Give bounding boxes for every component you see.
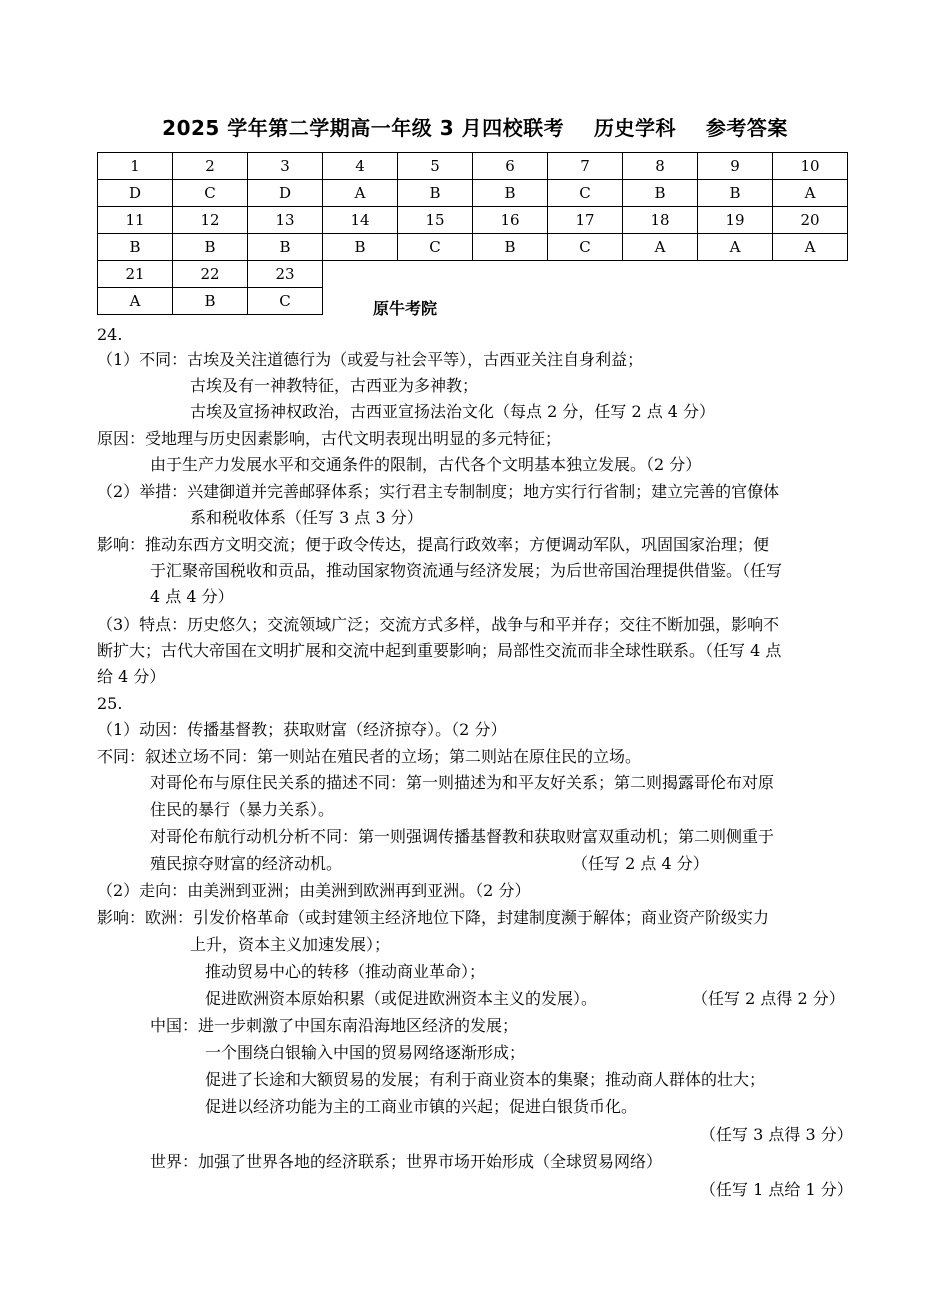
answer-line: 一个围绕白银输入中国的贸易网络逐渐形成； [205, 1043, 526, 1062]
table-cell: A [773, 234, 848, 261]
answer-line: 上升，资本主义加速发展）； [190, 935, 391, 954]
table-cell: 15 [398, 207, 473, 234]
table-cell: 13 [248, 207, 323, 234]
table-row [98, 153, 848, 180]
answer-line: 古埃及宣扬神权政治，古西亚宣扬法治文化（每点 2 分，任写 2 点 4 分） [190, 402, 716, 421]
table-cell: B [473, 234, 548, 261]
answer-line: 给 4 分） [97, 667, 166, 686]
answer-line: 对哥伦布航行动机分析不同：第一则强调传播基督教和获取财富双重动机；第二则侧重于 [150, 827, 775, 846]
question-24-label: 24. [97, 325, 123, 344]
table-cell: 3 [248, 153, 323, 180]
table-cell: 18 [623, 207, 698, 234]
table-cell: B [173, 234, 248, 261]
table-cell: 8 [623, 153, 698, 180]
table-cell: B [323, 234, 398, 261]
table-cell: 10 [773, 153, 848, 180]
watermark-stamp: 原牛考院 [373, 299, 438, 318]
answer-line: 古埃及有一神教特征，古西亚为多神教； [190, 376, 479, 395]
table-cell: B [248, 234, 323, 261]
table-cell: C [548, 234, 623, 261]
table-cell: 22 [173, 261, 248, 288]
table-row [98, 261, 848, 288]
answer-line: 4 点 4 分） [150, 587, 234, 606]
answer-line: 促进欧洲资本原始积累（或促进欧洲资本主义的发展）。 [205, 989, 598, 1008]
answer-line: （1）动因：传播基督教；获取财富（经济掠夺）。（2 分） [97, 720, 507, 739]
table-cell: 2 [173, 153, 248, 180]
answer-line: 殖民掠夺财富的经济动机。 [150, 854, 343, 873]
answer-table [97, 152, 848, 315]
table-cell: C [173, 180, 248, 207]
answer-line: 断扩大；古代大帝国在文明扩展和交流中起到重要影响；局部性交流而非全球性联系。（任写 4 点 [97, 641, 782, 660]
table-cell: 11 [98, 207, 173, 234]
table-cell: 19 [698, 207, 773, 234]
table-cell: 17 [548, 207, 623, 234]
answer-line: 系和税收体系（任写 3 点 3 分） [190, 508, 423, 527]
table-row [98, 234, 848, 261]
answer-line: 由于生产力发展水平和交通条件的限制，古代各个文明基本独立发展。（2 分） [150, 455, 702, 474]
table-cell: 16 [473, 207, 548, 234]
answer-line: （2）举措：兴建御道并完善邮驿体系；实行君主专制制度；地方实行行省制；建立完善的官僚体 [97, 482, 780, 501]
table-cell: 4 [323, 153, 398, 180]
table-row [98, 288, 848, 315]
table-cell: A [623, 234, 698, 261]
table-cell: D [98, 180, 173, 207]
answer-line: 促进以经济功能为主的工商业市镇的兴起；促进白银货币化。 [205, 1097, 638, 1116]
answer-line: （2）走向：由美洲到亚洲；由美洲到欧洲再到亚洲。（2 分） [97, 881, 531, 900]
score-note: （任写 3 点得 3 分） [700, 1125, 853, 1144]
answer-line: （3）特点：历史悠久；交流领域广泛；交流方式多样，战争与和平并存；交往不断加强，影响不 [97, 615, 780, 634]
table-cell: C [398, 234, 473, 261]
table-cell: B [698, 180, 773, 207]
table-cell: C [248, 288, 323, 315]
answer-line: 对哥伦布与原住民关系的描述不同：第一则描述为和平友好关系；第二则揭露哥伦布对原 [150, 773, 775, 792]
table-cell: 21 [98, 261, 173, 288]
answer-line: 原因：受地理与历史因素影响，古代文明表现出明显的多元特征； [97, 429, 562, 448]
table-cell: 14 [323, 207, 398, 234]
table-cell: 5 [398, 153, 473, 180]
table-cell: 6 [473, 153, 548, 180]
score-note: （任写 2 点 4 分） [572, 854, 709, 873]
table-cell: 1 [98, 153, 173, 180]
table-cell: B [173, 288, 248, 315]
table-cell: C [548, 180, 623, 207]
table-cell: B [98, 234, 173, 261]
table-cell: 9 [698, 153, 773, 180]
page-title: 2025 学年第二学期高一年级 3 月四校联考 历史学科 参考答案 [162, 116, 788, 140]
table-cell: A [698, 234, 773, 261]
score-note: （任写 1 点给 1 分） [700, 1180, 853, 1199]
table-row [98, 180, 848, 207]
question-25-label: 25. [97, 694, 123, 713]
table-cell: A [773, 180, 848, 207]
table-cell: A [98, 288, 173, 315]
table-cell: A [323, 180, 398, 207]
table-cell: 23 [248, 261, 323, 288]
answer-line: 住民的暴行（暴力关系）。 [150, 800, 335, 819]
table-row [98, 207, 848, 234]
table-cell: B [473, 180, 548, 207]
answer-line: （1）不同：古埃及关注道德行为（或爱与社会平等），古西亚关注自身利益； [97, 350, 644, 369]
table-cell: B [398, 180, 473, 207]
table-cell: D [248, 180, 323, 207]
table-empty-area [323, 261, 848, 288]
answer-line: 促进了长途和大额贸易的发展；有利于商业资本的集聚；推动商人群体的壮大； [205, 1070, 766, 1089]
answer-line: 中国：进一步刺激了中国东南沿海地区经济的发展； [150, 1016, 519, 1035]
answer-line: 影响：欧洲：引发价格革命（或封建领主经济地位下降，封建制度濒于解体；商业资产阶级实力 [97, 908, 770, 927]
answer-line: 不同：叙述立场不同：第一则站在殖民者的立场；第二则站在原住民的立场。 [97, 747, 642, 766]
score-note: （任写 2 点得 2 分） [692, 989, 845, 1008]
answer-line: 影响：推动东西方文明交流；便于政令传达，提高行政效率；方便调动军队，巩固国家治理；便 [97, 535, 770, 554]
table-cell: B [623, 180, 698, 207]
table-cell: 20 [773, 207, 848, 234]
table-cell: 7 [548, 153, 623, 180]
answer-line: 世界：加强了世界各地的经济联系；世界市场开始形成（全球贸易网络） [150, 1152, 663, 1171]
table-cell: 12 [173, 207, 248, 234]
answer-line: 于汇聚帝国税收和贡品，推动国家物资流通与经济发展；为后世帝国治理提供借鉴。（任写 [150, 561, 783, 580]
answer-line: 推动贸易中心的转移（推动商业革命）； [205, 962, 486, 981]
